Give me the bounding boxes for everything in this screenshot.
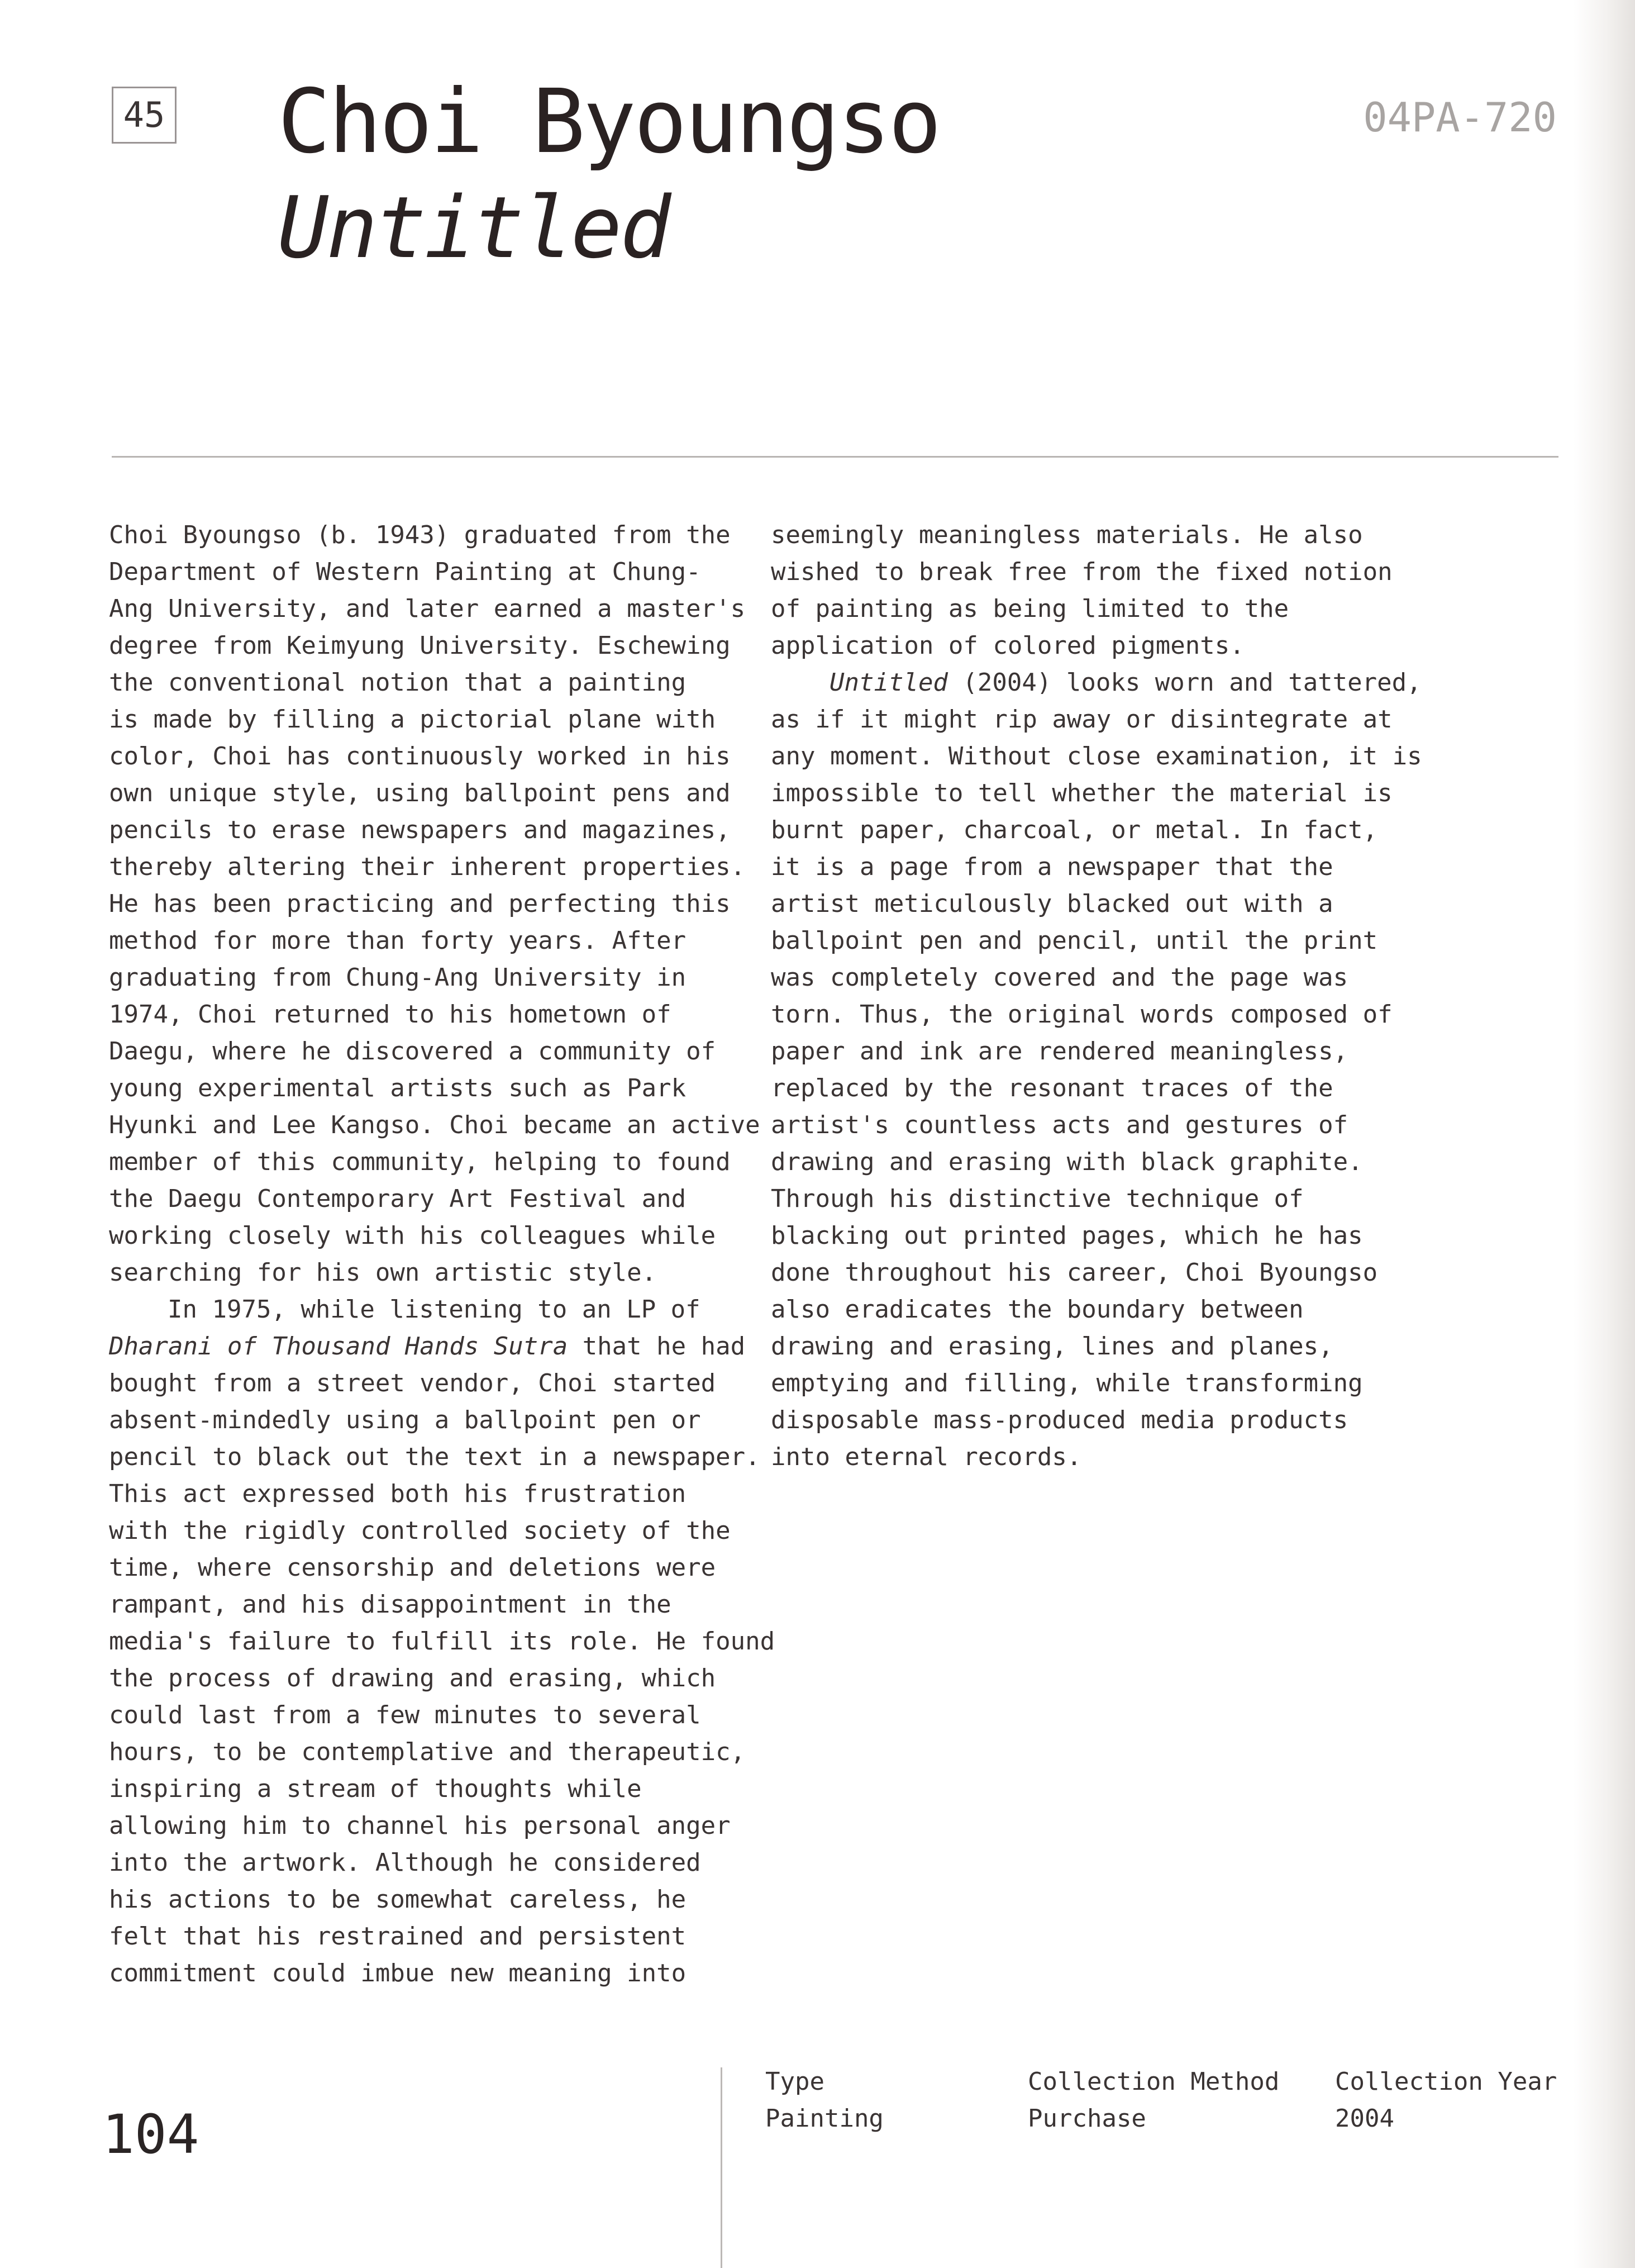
text-line: ballpoint pen and pencil, until the print xyxy=(771,926,1378,955)
meta-collection-method xyxy=(1028,2063,1279,2137)
text-line: time, where censorship and deletions were xyxy=(109,1553,716,1582)
text-line: the Daegu Contemporary Art Festival and xyxy=(109,1185,687,1213)
text-line: any moment. Without close examination, it is xyxy=(771,742,1422,771)
page-number: 104 xyxy=(102,2103,199,2166)
text-line: was completely covered and the page was xyxy=(771,963,1348,992)
text-line: method for more than forty years. After xyxy=(109,926,687,955)
catalog-code: 04PA-720 xyxy=(1363,94,1557,141)
body-column-left xyxy=(109,517,775,1992)
text-line: is made by filling a pictorial plane with xyxy=(109,705,716,734)
text-line: Department of Western Painting at Chung- xyxy=(109,558,701,586)
text-line: application of colored pigments. xyxy=(771,631,1245,660)
paragraph xyxy=(109,517,760,1291)
text-line: into the artwork. Although he considered xyxy=(109,1848,701,1877)
header-divider xyxy=(112,456,1558,458)
meta-method-label: Collection Method xyxy=(1028,2067,1280,2096)
paragraph xyxy=(771,517,1413,664)
text-line: media's failure to fulfill its role. He found xyxy=(109,1627,775,1656)
text-line: burnt paper, charcoal, or metal. In fact, xyxy=(771,816,1378,844)
text-line: searching for his own artistic style. xyxy=(109,1258,657,1287)
body-column-right xyxy=(771,517,1422,1476)
text-line: impossible to tell whether the material is xyxy=(771,779,1393,807)
text-line: Daegu, where he discovered a community of xyxy=(109,1037,716,1066)
text-line: Through his distinctive technique of xyxy=(771,1185,1304,1213)
text-line: into eternal records. xyxy=(771,1443,1082,1471)
meta-type xyxy=(765,2063,884,2137)
text-line: Hyunki and Lee Kangso. Choi became an active xyxy=(109,1111,760,1139)
paragraph xyxy=(109,1291,775,1992)
text-line: drawing and erasing, lines and planes, xyxy=(771,1332,1333,1361)
text-line: own unique style, using ballpoint pens and xyxy=(109,779,731,807)
text-line: artist's countless acts and gestures of xyxy=(771,1111,1348,1139)
text-line: This act expressed both his frustration xyxy=(109,1480,687,1508)
italic-title: Dharani of Thousand Hands Sutra xyxy=(109,1332,568,1361)
text-line: artist meticulously blacked out with a xyxy=(771,890,1333,918)
meta-method-value: Purchase xyxy=(1028,2104,1146,2133)
text-line: wished to break free from the fixed notion xyxy=(771,558,1393,586)
text-line: with the rigidly controlled society of the xyxy=(109,1516,731,1545)
text-line: drawing and erasing with black graphite. xyxy=(771,1148,1363,1176)
text-line: allowing him to channel his personal anger xyxy=(109,1811,731,1840)
text-fragment: (2004) looks worn and tattered, xyxy=(947,668,1422,697)
meta-type-value: Painting xyxy=(765,2104,884,2133)
italic-title: Untitled xyxy=(830,668,948,697)
text-line: member of this community, helping to found xyxy=(109,1148,731,1176)
text-line: felt that his restrained and persistent xyxy=(109,1922,687,1951)
text-line: the conventional notion that a painting xyxy=(109,668,687,697)
text-line: of painting as being limited to the xyxy=(771,595,1289,623)
artist-name: Choi Byoungso xyxy=(278,70,940,173)
text-line: 1974, Choi returned to his hometown of xyxy=(109,1000,671,1029)
meta-year-value: 2004 xyxy=(1335,2104,1394,2133)
text-line: the process of drawing and erasing, which xyxy=(109,1664,716,1692)
text-line: In 1975, while listening to an LP of xyxy=(168,1295,700,1324)
text-line: also eradicates the boundary between xyxy=(771,1295,1304,1324)
text-line xyxy=(771,664,1422,701)
text-line: it is a page from a newspaper that the xyxy=(771,853,1333,881)
entry-number-badge: 45 xyxy=(112,87,177,144)
text-line: Ang University, and later earned a master's xyxy=(109,595,746,623)
text-line: torn. Thus, the original words composed of xyxy=(771,1000,1393,1029)
text-line: young experimental artists such as Park xyxy=(109,1074,687,1102)
text-line: He has been practicing and perfecting this xyxy=(109,890,731,918)
text-line: paper and ink are rendered meaningless, xyxy=(771,1037,1348,1066)
artwork-title: Untitled xyxy=(278,178,669,277)
paragraph xyxy=(771,664,1422,1476)
text-line: thereby altering their inherent properties. xyxy=(109,853,746,881)
text-line: pencils to erase newspapers and magazines, xyxy=(109,816,731,844)
text-line: working closely with his colleagues while xyxy=(109,1221,716,1250)
text-line: emptying and filling, while transforming xyxy=(771,1369,1363,1397)
text-line: hours, to be contemplative and therapeutic, xyxy=(109,1738,746,1766)
text-line: absent-mindedly using a ballpoint pen or xyxy=(109,1406,701,1434)
text-line: rampant, and his disappointment in the xyxy=(109,1590,671,1619)
text-line: done throughout his career, Choi Byoungso xyxy=(771,1258,1378,1287)
text-line: replaced by the resonant traces of the xyxy=(771,1074,1333,1102)
text-line: inspiring a stream of thoughts while xyxy=(109,1775,642,1803)
text-line: could last from a few minutes to several xyxy=(109,1701,701,1729)
footer-divider xyxy=(721,2067,722,2268)
text-line: degree from Keimyung University. Eschewing xyxy=(109,631,731,660)
text-line: as if it might rip away or disintegrate at xyxy=(771,705,1393,734)
text-line: Choi Byoungso (b. 1943) graduated from the xyxy=(109,521,731,549)
text-line: his actions to be somewhat careless, he xyxy=(109,1885,687,1914)
meta-type-label: Type xyxy=(765,2067,824,2096)
text-fragment: that he had xyxy=(568,1332,746,1361)
text-line: color, Choi has continuously worked in his xyxy=(109,742,731,771)
text-line: pencil to black out the text in a newspaper. xyxy=(109,1443,760,1471)
page-edge-shadow xyxy=(1574,0,1635,2268)
text-line: commitment could imbue new meaning into xyxy=(109,1959,687,1988)
text-line: graduating from Chung-Ang University in xyxy=(109,963,687,992)
text-line xyxy=(109,1328,751,1365)
meta-year-label: Collection Year xyxy=(1335,2067,1557,2096)
text-line: blacking out printed pages, which he has xyxy=(771,1221,1363,1250)
text-line: seemingly meaningless materials. He also xyxy=(771,521,1363,549)
text-line: bought from a street vendor, Choi started xyxy=(109,1369,716,1397)
text-line: disposable mass-produced media products xyxy=(771,1406,1348,1434)
meta-collection-year xyxy=(1335,2063,1557,2137)
